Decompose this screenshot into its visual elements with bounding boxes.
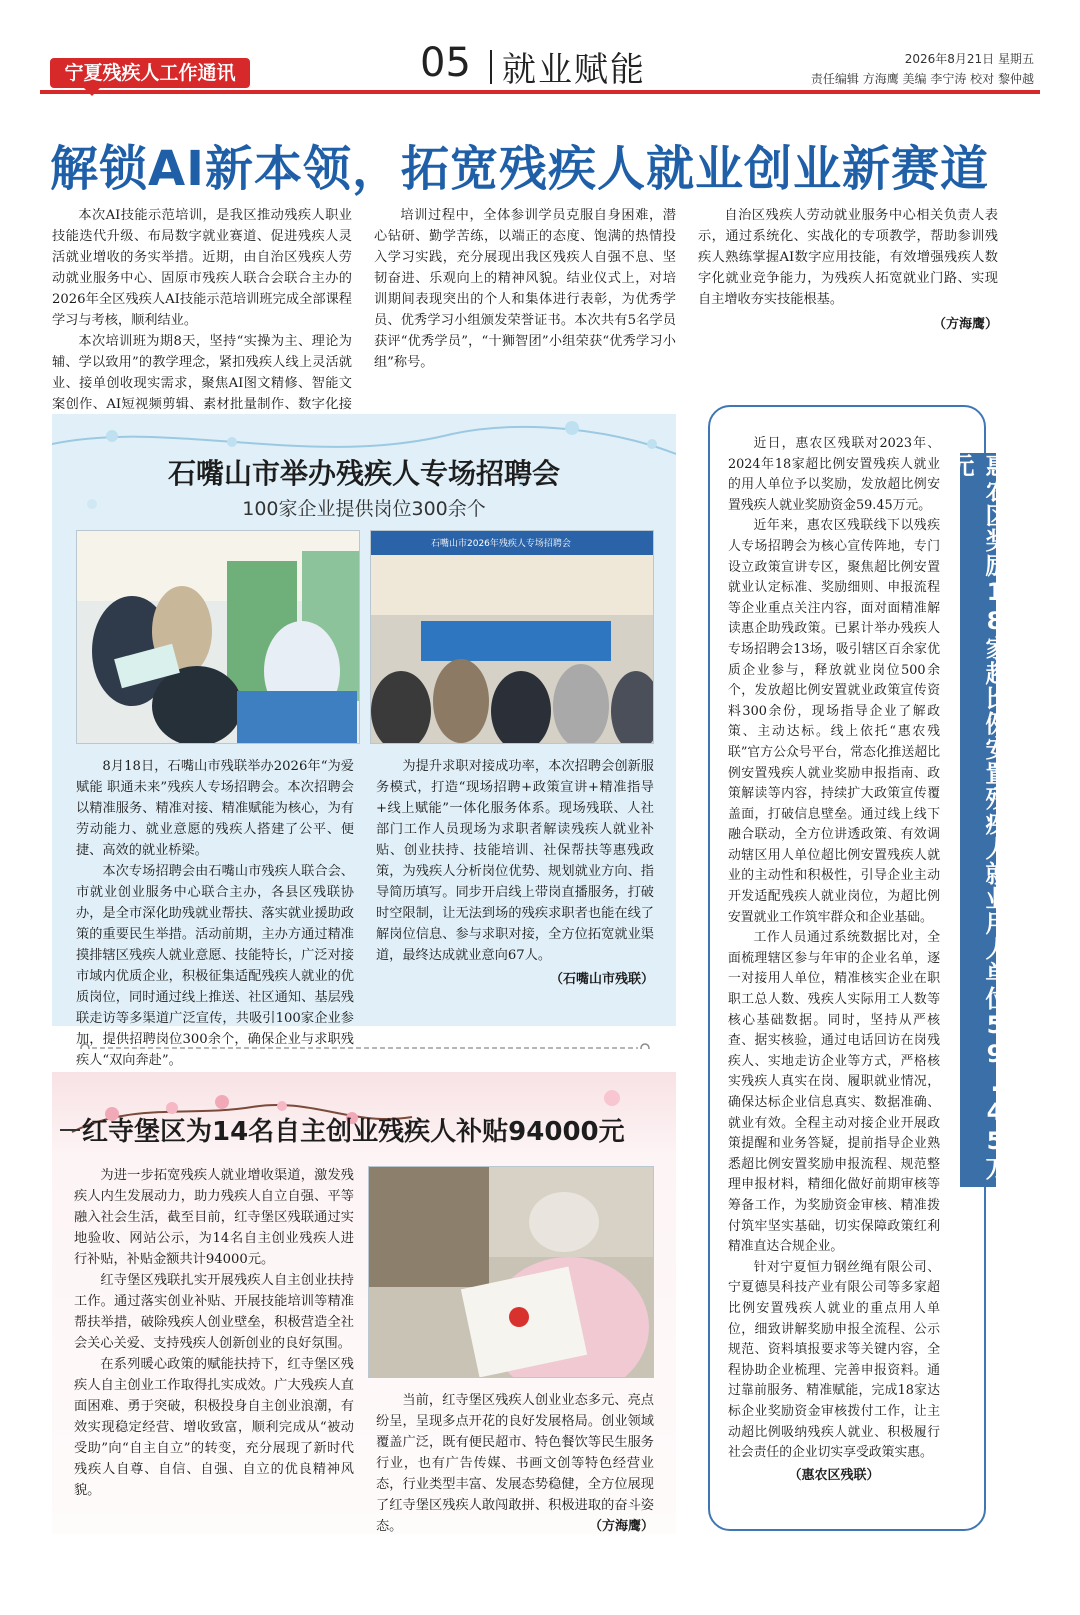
subsidy-column-2 — [376, 1390, 654, 1537]
subsidy-headline: 红寺堡区为14名自主创业残疾人补贴94000元 — [82, 1117, 625, 1147]
subsidy-column-1 — [74, 1165, 354, 1501]
masthead-divider — [490, 50, 492, 84]
subsidy-paragraph: 红寺堡区残联扎实开展残疾人自主创业扶持工作。通过落实创业补贴、开展技能培训等精准帮扶举措，破除残疾人创业壁垒，积极营造全社会关心关爱、支持残疾人创新创业的良好氛围。 — [74, 1273, 354, 1351]
lead-column-2 — [374, 205, 676, 373]
section-title: 就业赋能 — [502, 50, 646, 90]
job-fair-paragraph: 本次专场招聘会由石嘴山市残疾人联合会、市就业创业服务中心联合主办，各县区残联协办，是全市深化助残就业帮扶、落实就业援助政策的重要民生举措。活动前期，主办方通过精准摸排辖区残疾人就业意愿、技能特长，广泛对接市域内优质企业，积极征集适配残疾人就业的优质岗位，同时通过线上推送、社区通知、基层残联走访等多渠道广泛宣传，共吸引100家企业参加，提供招聘岗位300余个，确保企业与求职残疾人“双向奔赴”。 — [76, 864, 354, 1068]
job-fair-byline: （石嘴山市残联） — [549, 972, 654, 987]
job-fair-headline: 石嘴山市举办残疾人专场招聘会 — [167, 457, 560, 490]
subsidy-paragraph: 在系列暖心政策的赋能扶持下，红寺堡区残疾人自主创业工作取得扎实成效。广大残疾人直面困难、勇于突破，积极投身自主创业浪潮，有效实现稳定经营、增收致富，顺利完成从“被动受助”向“自主自立”的转变，充分展现了新时代残疾人自尊、自信、自强、自立的优良精神风貌。 — [74, 1357, 354, 1498]
lead-paragraph: 自治区残疾人劳动就业服务中心相关负责人表示，通过系统化、实战化的专项教学，帮助参训残疾人熟练掌握AI数字应用技能，有效增强残疾人数字化就业竞争能力，为残疾人拓宽就业门路、实现自主增收夯实技能根基。 — [698, 208, 998, 307]
lead-column-3 — [698, 205, 998, 335]
huinong-paragraph: 针对宁夏恒力钢丝绳有限公司、宁夏德昊科技产业有限公司等多家超比例安置残疾人就业的重点用人单位，细致讲解奖励申报全流程、公示规范、资料填报要求等关键内容，全程协助企业梳理、完善申报资料。通过靠前服务、精准赋能，完成18家达标企业奖励资金审核拨付工作，让主动超比例吸纳残疾人就业、积极履行社会责任的企业切实享受政策实惠。 — [728, 1259, 940, 1461]
huinong-column — [728, 434, 940, 1486]
job-fair-panel — [52, 414, 676, 1068]
lead-paragraph: 本次培训班为期8天，坚持“实操为主、理论为辅、学以致用”的教学理念，紧扣残疾人线上灵活就业、接单创收现实需求，聚焦AI图文精修、智能文案创作、AI短视频剪辑、素材批量制作、数字化接 — [52, 334, 352, 412]
job-fair-photo-2 — [370, 530, 654, 744]
huinong-paragraph: 近日，惠农区残联对2023年、2024年18家超比例安置残疾人就业的用人单位予以奖励，发放超比例安置残疾人就业奖励资金59.45万元。 — [728, 436, 940, 513]
lead-paragraph: 培训过程中，全体参训学员克服自身困难，潜心钻研、勤学苦练，以端正的态度、饱满的热情投入学习实践，充分展现出我区残疾人自强不息、坚韧奋进、乐观向上的精神风貌。结业仪式上，对培训期间表现突出的个人和集体进行表彰，为优秀学员、优秀学习小组颁发荣誉证书。本次共有5名学员获评“优秀学员”，“十狮智团”小组荣获“优秀学习小组”称号。 — [374, 208, 676, 370]
lead-headline: 解锁AI新本领，拓宽残疾人就业创业新赛道 — [50, 141, 990, 197]
issue-date: 2026年8月21日 星期五 — [904, 52, 1034, 66]
title-dash — [60, 1129, 80, 1131]
lead-paragraph: 本次AI技能示范培训，是我区推动残疾人职业技能迭代升级、布局数字就业赛道、促进残疾人灵活就业增收的务实举措。近期，由自治区残疾人劳动就业服务中心、固原市残疾人联合会联合主办的2026年全区残疾人AI技能示范培训班完成全部课程学习与考核，顺利结业。 — [52, 208, 352, 328]
editor-credits: 责任编辑 方海鹰 美编 李宁涛 校对 黎仲越 — [810, 72, 1034, 86]
masthead-rule — [40, 90, 1040, 94]
lead-byline: （方海鹰） — [932, 317, 998, 332]
job-fair-paragraph: 8月18日，石嘴山市残联举办2026年“为爱赋能 职通未来”残疾人专场招聘会。本次招聘会以精准服务、精准对接、精准赋能为核心，为有劳动能力、就业意愿的残疾人搭建了公平、便捷、高效的就业桥梁。 — [76, 759, 354, 858]
photo-banner-text: 石嘴山市2026年残疾人专场招聘会 — [431, 539, 571, 549]
huinong-paragraph: 近年来，惠农区残联线下以残疾人专场招聘会为核心宣传阵地，专门设立政策宣讲专区，聚焦超比例安置就业认定标准、奖励细则、申报流程等企业重点关注内容，面对面精准解读惠企助残政策。已累计举办残疾人专场招聘会13场，吸引辖区百余家优质企业参与，释放就业岗位500余个，发放超比例安置就业政策宣传资料300余份，现场指导企业了解政策、主动达标。线上依托“惠农残联”官方公众号平台，常态化推送超比例安置残疾人就业奖励申报指南、政策解读等内容，持续扩大政策宣传覆盖面，打破信息壁垒。通过线上线下融合联动，全方位讲透政策、有效调动辖区用人单位超比例安置残疾人就业的主动性和积极性，引导企业主动开发适配残疾人就业岗位，为超比例安置就业工作筑牢群众和企业基础。 — [728, 518, 940, 925]
subsidy-paragraph: 为进一步拓宽残疾人就业增收渠道，激发残疾人内生发展动力，助力残疾人自立自强、平等融入社会生活，截至目前，红寺堡区残联通过实地验收、网站公示，为14名自主创业残疾人进行补贴，补贴金额共计94000元。 — [74, 1168, 354, 1267]
huinong-byline: （惠农区残联） — [788, 1467, 880, 1483]
newspaper-brand-tag: 宁夏残疾人工作通讯 — [50, 58, 250, 88]
subsidy-paragraph: 当前，红寺堡区残疾人创业业态多元、亮点纷呈，呈现多点开花的良好发展格局。创业领域覆盖广泛，既有便民超市、特色餐饮等民生服务行业，也有广告传媒、书画文创等特色经营业态，行业类型丰富、发展态势稳健，全方位展现了红寺堡区残疾人敢闯敢拼、积极进取的奋斗姿态。 — [376, 1393, 654, 1534]
job-fair-paragraph: 为提升求职对接成功率，本次招聘会创新服务模式，打造“现场招聘+政策宣讲+精准指导+线上赋能”一体化服务体系。现场残联、人社部门工作人员现场为求职者解读残疾人就业补贴、创业扶持、技能培训、社保帮扶等惠残政策，为残疾人分析岗位优势、规划就业方向、指导简历填写。同步开启线上带岗直播服务，打破时空限制，让无法到场的残疾求职者也能在线了解岗位信息、参与求职对接，全方位拓宽就业渠道，最终达成就业意向67人。 — [376, 759, 654, 963]
job-fair-subheadline: 100家企业提供岗位300余个 — [242, 498, 486, 520]
huinong-paragraph: 工作人员通过系统数据比对，全面梳理辖区参与年审的企业名单，逐一对接用人单位，精准核实企业在职职工总人数、残疾人实际用工人数等核心基础数据。同时，坚持从严核查、据实核验，通过电话回访在岗残疾人、实地走访企业等方式，严格核实残疾人真实在岗、履职就业情况，确保达标企业信息真实、数据准确、就业有效。全程主动对接企业开展政策提醒和业务答疑，提前指导企业熟悉超比例安置奖励申报流程、规范整理申报材料，精细化做好前期审核等筹备工作，为奖励资金审核、精准拨付筑牢坚实基础，切实保障政策红利精准直达合规企业。 — [728, 930, 940, 1255]
huinong-vertical-headline: 惠农区奖励18家超比例安置残疾人就业用人单位59.45万元 — [960, 453, 996, 1187]
page-number: 05 — [420, 40, 471, 86]
job-fair-column-2 — [376, 756, 654, 990]
subsidy-photo — [368, 1166, 654, 1378]
subsidy-byline: （方海鹰） — [588, 1519, 654, 1534]
section-divider — [80, 1043, 650, 1049]
job-fair-photo-1 — [76, 530, 360, 744]
job-fair-column-1 — [76, 756, 354, 1071]
